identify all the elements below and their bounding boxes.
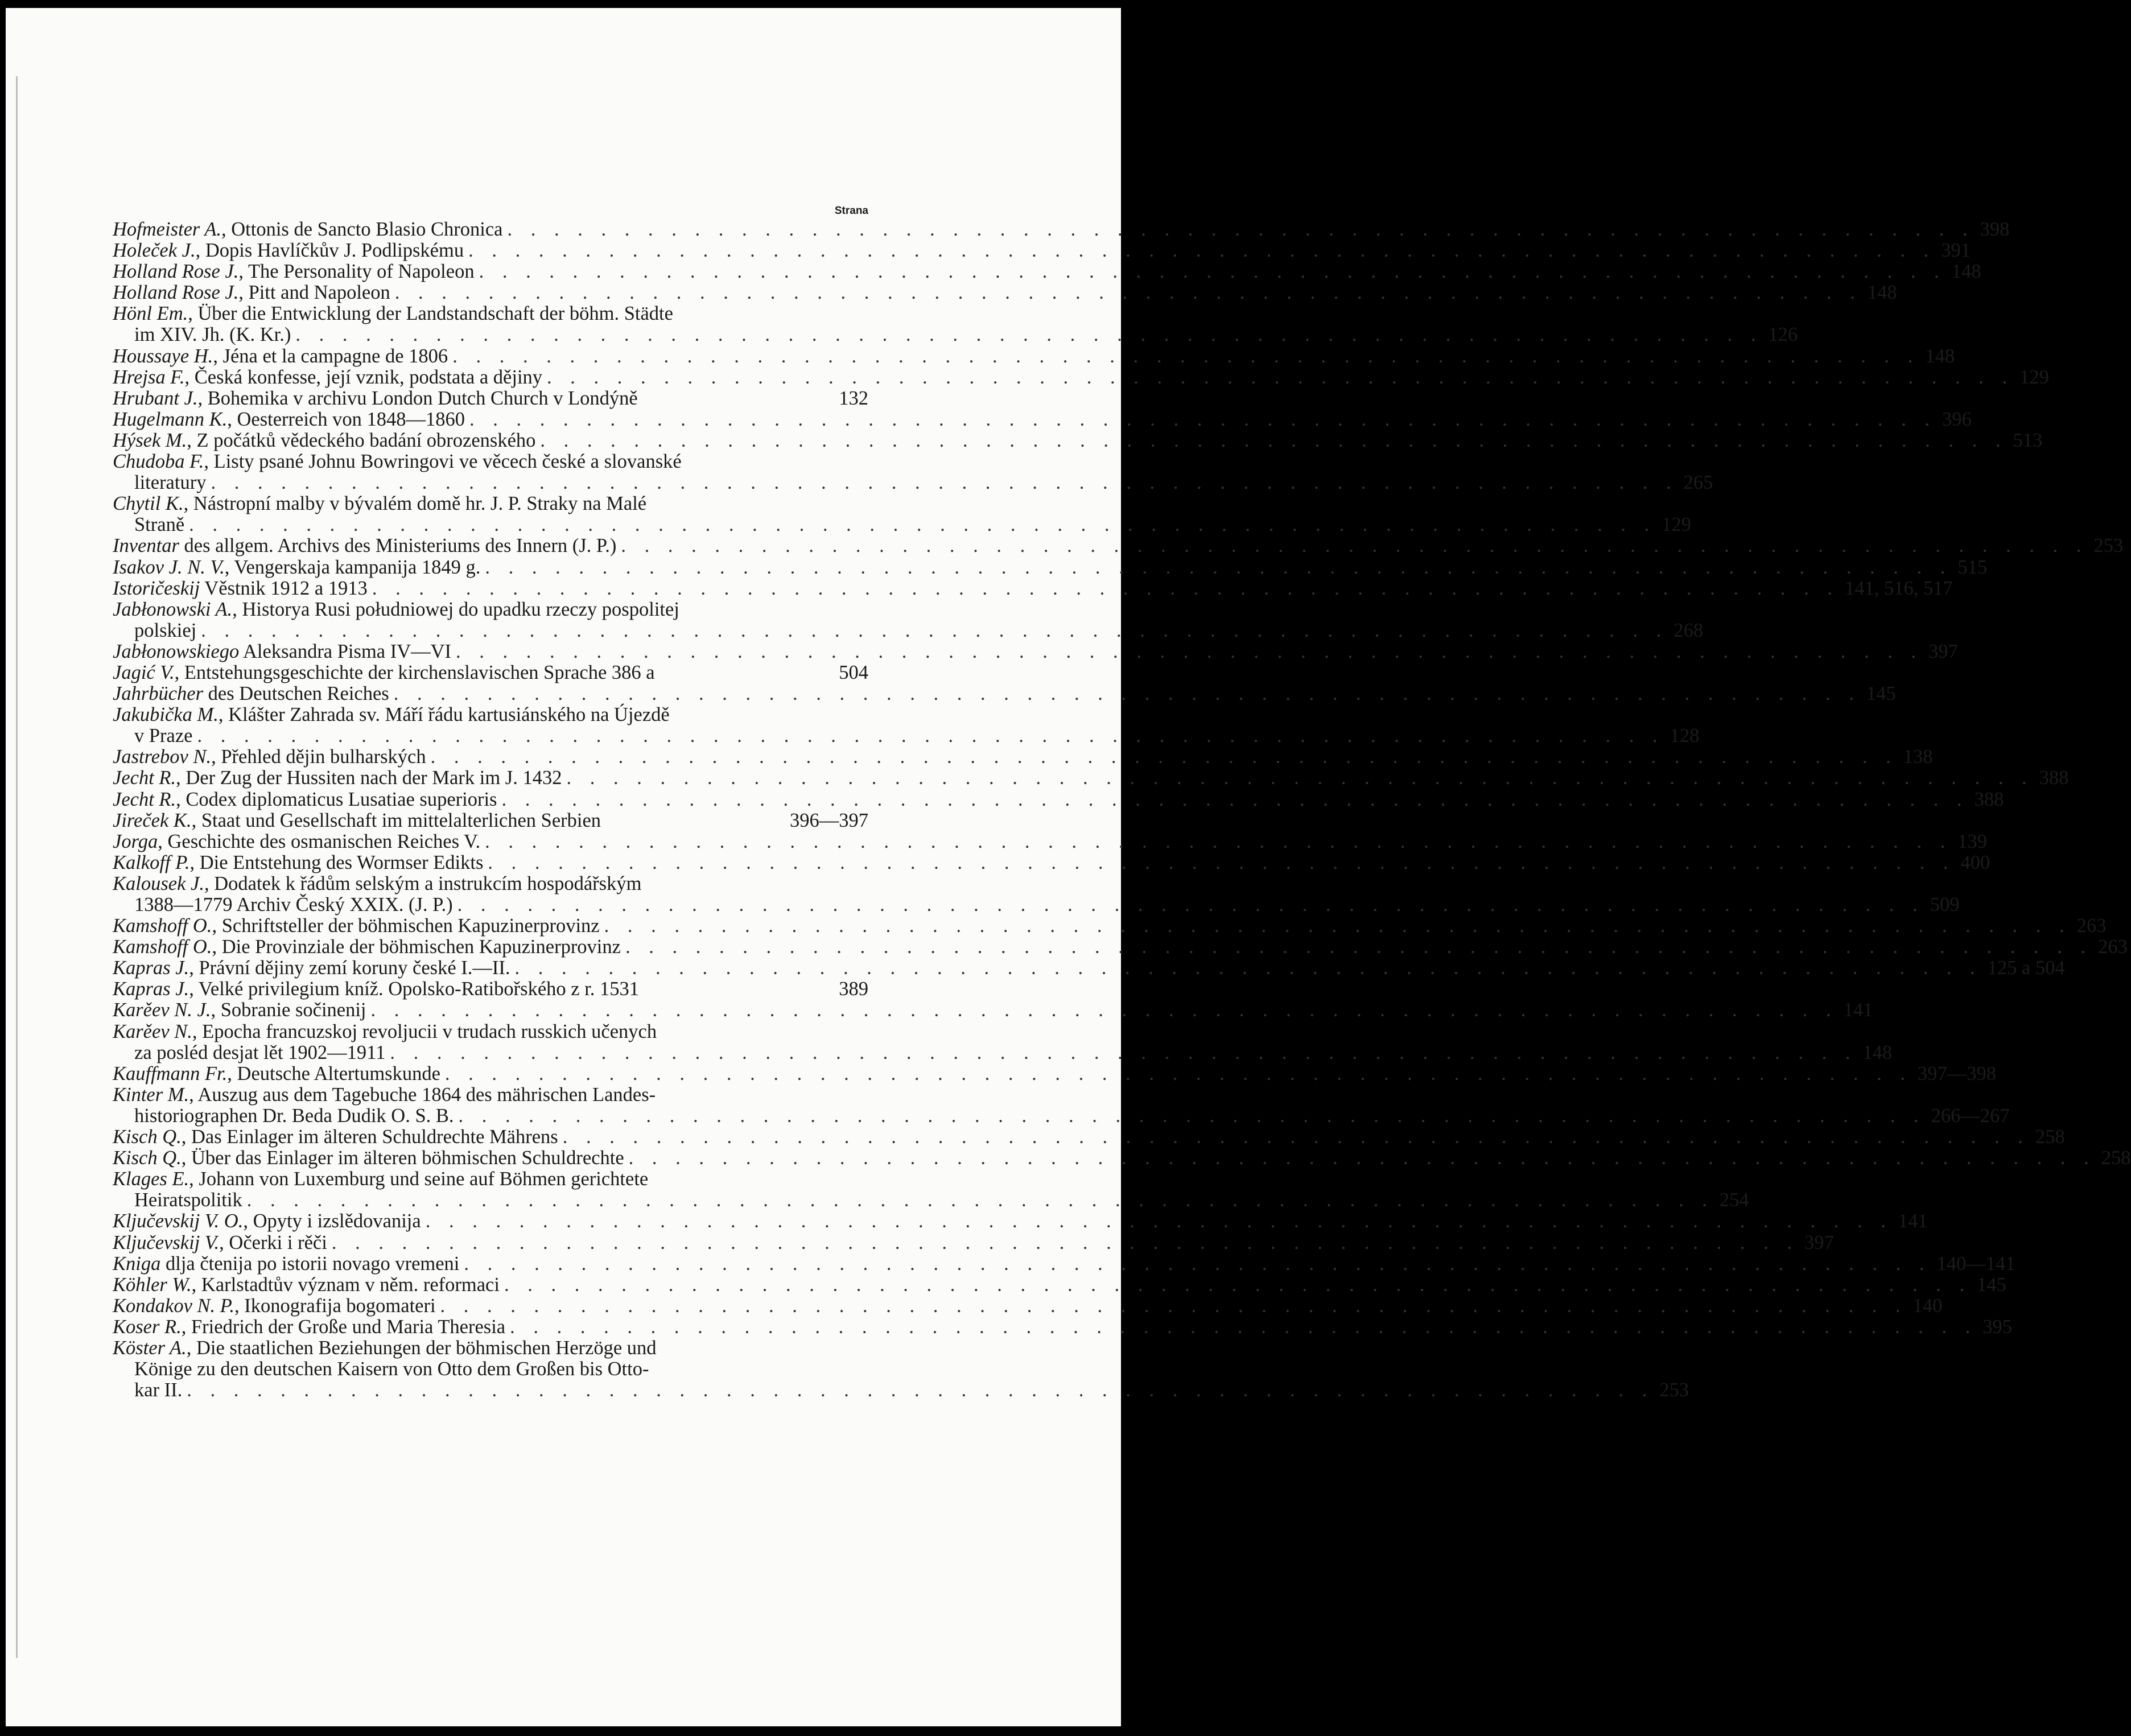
entry-author: Houssaye H. <box>113 345 213 367</box>
entry-first-line <box>113 366 2049 388</box>
index-entry <box>113 1294 1943 1317</box>
entry-first-line <box>113 388 868 409</box>
entry-first-line <box>113 282 1897 304</box>
page-number: 388 <box>1974 788 2004 810</box>
leader-dots: . . . . . . . . . . . . . . . . . . . . . . . . . . . . . . . . . . . . . . . . . . . . . . . . . . . . . . . . . . . . . . . <box>628 1147 2096 1169</box>
entry-first-line <box>113 577 1953 599</box>
entry-first-line <box>113 788 2004 810</box>
entry-continuation-line <box>113 514 1692 536</box>
index-entry <box>113 1252 2015 1275</box>
leader-dots: . . . . . . . . . . . . . . . . . . . . . . . . . . . . . . . . . . . . . . . . . . . . . . . . . . . . . . . . . . . . . . . <box>331 1231 1799 1253</box>
leader-dots: . . . . . . . . . . . . . . . . . . . . . . . . . . . . . . . . . . . . . . . . . . . . . . . . . . . . . . . . . . . . . . . <box>452 345 1920 367</box>
entry-title: , Deutsche Altertumskunde <box>227 1062 440 1085</box>
leader-dots: . . . . . . . . . . . . . . . . . . . . . . . . . . . . . . . . . . . . . . . . . . . . . . . . . . . . . . . . . . . . . . . <box>197 725 1664 747</box>
page-number: 396—397 <box>790 809 868 831</box>
entry-author: Hrubant J. <box>113 387 198 409</box>
entry-first-line <box>113 1062 1997 1085</box>
entry-author: Ključevskij V. <box>113 1231 220 1253</box>
index-entry <box>113 746 1933 768</box>
entry-title: , Johann von Luxemburg und seine auf Böhmen gerichtete <box>189 1168 649 1190</box>
entry-title: des allgem. Archivs des Ministeriums des Innern (J. P.) <box>179 535 617 557</box>
entry-first-line <box>113 936 2128 958</box>
entry-title: , Historya Rusi południowej do upadku rzeczy pospolitej <box>232 598 679 620</box>
entry-title: Straně <box>134 514 185 536</box>
entry-first-line <box>113 1169 868 1190</box>
entry-first-line <box>113 451 868 472</box>
entry-title: Aleksandra Pisma IV—VI <box>239 640 452 662</box>
entry-first-line <box>113 873 868 894</box>
entry-title: , Das Einlager im älteren Schuldrechte Mährens <box>181 1126 558 1148</box>
entry-author: Jecht R. <box>113 788 176 810</box>
index-entry <box>113 915 2107 937</box>
leader-dots: . . . . . . . . . . . . . . . . . . . . . . . . . . . . . . . . . . . . . . . . . . . . . . . . . . . . . . . . . . . . . . . <box>485 556 1952 578</box>
leader-dots: . . . . . . . . . . . . . . . . . . . . . . . . . . . . . . . . . . . . . . . . . . . . . . . . . . . . . . . . . . . . . . . <box>187 1379 1654 1401</box>
entry-first-line <box>113 599 868 620</box>
leader-dots: . . . . . . . . . . . . . . . . . . . . . . . . . . . . . . . . . . . . . . . . . . . . . . . . . . . . . . . . . . . . . . . <box>504 1273 1972 1296</box>
entry-author: Kauffmann Fr. <box>113 1062 228 1085</box>
index-entry <box>113 767 2069 789</box>
entry-title: , Velké privilegium kníž. Opolsko-Ratibořského z r. 1531 <box>189 978 640 1000</box>
page-number: 515 <box>1957 556 1988 578</box>
leader-dots: . . . . . . . . . . . . . . . . . . . . . . . . . . . . . . . . . . . . . . . . . . . . . . . . . . . . . . . . . . . . . . . <box>394 282 1862 304</box>
leader-dots: . . . . . . . . . . . . . . . . . . . . . . . . . . . . . . . . . . . . . . . . . . . . . . . . . . . . . . . . . . . . . . . <box>189 514 1656 536</box>
entry-title: historiographen Dr. Beda Dudik O. S. B. <box>134 1104 454 1127</box>
index-entry <box>113 261 1981 283</box>
entry-author: Kalkoff P. <box>113 851 190 873</box>
entry-title: , Der Zug der Hussiten nach der Mark im J. 1432 <box>176 767 562 789</box>
entry-author: Jireček K. <box>113 809 192 831</box>
entry-first-line <box>113 345 1955 367</box>
entry-title: , Friedrich der Große und Maria Theresia <box>181 1316 506 1338</box>
leader-dots: . . . . . . . . . . . . . . . . . . . . . . . . . . . . . . . . . . . . . . . . . . . . . . . . . . . . . . . . . . . . . . . <box>540 429 2008 451</box>
entry-author: Kamshoff O. <box>113 936 212 958</box>
entry-first-line <box>113 240 1971 262</box>
entry-title: im XIV. Jh. (K. Kr.) <box>134 324 291 346</box>
page-number: 125 a 504 <box>1987 957 2065 979</box>
page-number: 128 <box>1670 725 1700 747</box>
page-number: 132 <box>839 387 868 409</box>
index-entry <box>113 704 1700 747</box>
entry-continuation-line <box>113 1041 1893 1063</box>
entry-author: Jecht R. <box>113 767 176 789</box>
leader-dots: . . . . . . . . . . . . . . . . . . . . . . . . . . . . . . . . . . . . . . . . . . . . . . . . . . . . . . . . . . . . . . . <box>562 1126 2030 1148</box>
entry-author: Karěev N. J. <box>113 999 211 1021</box>
leader-dots: . . . . . . . . . . . . . . . . . . . . . . . . . . . . . . . . . . . . . . . . . . . . . . . . . . . . . . . . . . . . . . . <box>625 936 2093 958</box>
entry-continuation-line <box>113 725 1700 747</box>
entry-title: , Geschichte des osmanischen Reiches V. <box>158 830 481 852</box>
entry-first-line <box>113 1294 1943 1317</box>
entry-author: Kisch Q. <box>113 1147 182 1169</box>
entry-title: , Die Entstehung des Wormser Edikts <box>189 851 484 873</box>
entry-title: , Oesterreich von 1848—1860 <box>227 408 465 430</box>
entry-author: Kisch Q. <box>113 1126 182 1148</box>
leader-dots: . . . . . . . . . . . . . . . . . . . . . . . . . . . . . . . . . . . . . . . . . . . . . . . . . . . . . . . . . . . . . . . <box>393 683 1861 705</box>
leader-dots: . . . . . . . . . . . . . . . . . . . . . . . . . . . . . . . . . . . . . . . . . . . . . . . . . . . . . . . . . . . . . . . <box>604 915 2071 937</box>
entry-title: , Z počátků vědeckého badání obrozenského <box>187 429 536 451</box>
entry-first-line <box>113 767 2069 789</box>
leader-dots: . . . . . . . . . . . . . . . . . . . . . . . . . . . . . . . . . . . . . . . . . . . . . . . . . . . . . . . . . . . . . . . <box>444 1062 1912 1085</box>
entry-title: , Entstehungsgeschichte der kirchenslavischen Sprache 386 a <box>174 661 655 683</box>
leader-dots: . . . . . . . . . . . . . . . . . . . . . . . . . . . . . . . . . . . . . . . . . . . . . . . . . . . . . . . . . . . . . . . <box>514 957 1982 979</box>
entry-author: Hrejsa F. <box>113 366 185 388</box>
page-number: 395 <box>1982 1316 2012 1338</box>
entry-title: des Deutschen Reiches <box>203 683 389 705</box>
entry-title: , Očerki i rěči <box>219 1231 327 1253</box>
entry-first-line <box>113 408 1972 430</box>
index-entry <box>113 535 2124 557</box>
page-number: 513 <box>2013 429 2043 451</box>
entry-title: , Nástropní malby v bývalém domě hr. J. P. Straky na Malé <box>183 493 647 515</box>
entry-first-line <box>113 1316 2012 1338</box>
leader-dots: . . . . . . . . . . . . . . . . . . . . . . . . . . . . . . . . . . . . . . . . . . . . . . . . . . . . . . . . . . . . . . . <box>211 472 1678 494</box>
page-number: 263 <box>2098 936 2128 958</box>
entry-first-line <box>113 1210 1928 1232</box>
entry-title: polskiej <box>134 619 197 641</box>
page-number: 140—141 <box>1936 1252 2015 1275</box>
index-entry <box>113 366 2049 388</box>
entry-first-line <box>113 979 868 1000</box>
entry-continuation-line <box>113 1104 2010 1127</box>
entry-title: literatury <box>134 472 207 494</box>
leader-dots: . . . . . . . . . . . . . . . . . . . . . . . . . . . . . . . . . . . . . . . . . . . . . . . . . . . . . . . . . . . . . . . <box>469 408 1937 430</box>
entry-author: Istoričeskij <box>113 577 200 599</box>
index-entry <box>113 1020 1893 1063</box>
leader-dots: . . . . . . . . . . . . . . . . . . . . . . . . . . . . . . . . . . . . . . . . . . . . . . . . . . . . . . . . . . . . . . . <box>425 1210 1893 1232</box>
index-entry <box>113 1231 1834 1253</box>
index-entry <box>113 1210 1928 1232</box>
page-number: 398 <box>1980 218 2010 240</box>
entry-title: Věstnik 1912 a 1913 <box>200 577 368 599</box>
entry-author: Hugelmann K. <box>113 408 228 430</box>
page-number: 258 <box>2101 1147 2131 1169</box>
index-entry <box>113 493 1692 536</box>
entry-title: , Über das Einlager im älteren böhmischen Schuldrechte <box>181 1147 624 1169</box>
entry-author: Jahrbücher <box>113 683 204 705</box>
index-entry <box>113 640 1958 662</box>
entry-title: , Listy psané Johnu Bowringovi ve věcech české a slovanské <box>204 451 682 473</box>
page-number: 148 <box>1867 282 1897 304</box>
page-number: 141 <box>1898 1210 1928 1232</box>
entry-title: , Jéna et la campagne de 1806 <box>213 345 448 367</box>
index-entry <box>113 1126 2065 1148</box>
leader-dots: . . . . . . . . . . . . . . . . . . . . . . . . . . . . . . . . . . . . . . . . . . . . . . . . . . . . . . . . . . . . . . . <box>479 261 1946 283</box>
entry-author: Kapras J. <box>113 957 189 979</box>
entry-first-line <box>113 493 868 514</box>
page-number: 258 <box>2035 1126 2065 1148</box>
entry-first-line <box>113 704 868 725</box>
entry-author: Ključevskij V. O. <box>113 1210 244 1232</box>
leader-dots: . . . . . . . . . . . . . . . . . . . . . . . . . . . . . . . . . . . . . . . . . . . . . . . . . . . . . . . . . . . . . . . <box>566 767 2034 789</box>
index-entry <box>113 556 1988 578</box>
index-entry <box>113 240 1971 262</box>
entry-author: Holeček J. <box>113 240 196 262</box>
leader-dots: . . . . . . . . . . . . . . . . . . . . . . . . . . . . . . . . . . . . . . . . . . . . . . . . . . . . . . . . . . . . . . . <box>430 746 1898 768</box>
entry-first-line <box>113 1126 2065 1148</box>
index-entry <box>113 408 1972 430</box>
entry-continuation-line <box>113 324 1798 346</box>
page-number: 140 <box>1912 1294 1943 1317</box>
entry-title: , Právní dějiny zemí koruny české I.—II. <box>189 957 510 979</box>
entry-author: Koser R. <box>113 1316 182 1338</box>
entry-author: Kniga <box>113 1252 161 1275</box>
entry-title: , Schriftsteller der böhmischen Kapuzinerprovinz <box>212 915 600 937</box>
entry-title: , Auszug aus dem Tagebuche 1864 des mährischen Landes- <box>189 1083 656 1106</box>
entry-author: Jakubička M. <box>113 704 219 726</box>
entry-first-line <box>113 810 868 831</box>
entry-continuation-line <box>113 619 1704 641</box>
leader-dots: . . . . . . . . . . . . . . . . . . . . . . . . . . . . . . . . . . . . . . . . . . . . . . . . . . . . . . . . . . . . . . . <box>547 366 2014 388</box>
index-entry <box>113 429 2043 451</box>
index-entry <box>113 683 1896 705</box>
leader-dots: . . . . . . . . . . . . . . . . . . . . . . . . . . . . . . . . . . . . . . . . . . . . . . . . . . . . . . . . . . . . . . . <box>457 894 1924 916</box>
index-entry <box>113 788 2004 810</box>
entry-continuation-line <box>113 472 1713 494</box>
leader-dots: . . . . . . . . . . . . . . . . . . . . . . . . . . . . . . . . . . . . . . . . . . . . . . . . . . . . . . . . . . . . . . . <box>621 535 2088 557</box>
page-number: 391 <box>1941 240 1971 262</box>
leader-dots: . . . . . . . . . . . . . . . . . . . . . . . . . . . . . . . . . . . . . . . . . . . . . . . . . . . . . . . . . . . . . . . <box>510 1316 1977 1338</box>
entry-first-line <box>113 1273 2006 1296</box>
entry-author: Kondakov N. P. <box>113 1294 235 1317</box>
entry-author: Jabłonowskiego <box>113 640 240 662</box>
entry-first-line <box>113 218 2010 240</box>
entry-title: Heiratspolitik <box>134 1189 242 1211</box>
page-number: 145 <box>1866 683 1896 705</box>
page-number: 397—398 <box>1918 1062 1997 1085</box>
index-list <box>113 204 2131 1401</box>
index-entry <box>113 1168 1749 1211</box>
entry-first-line <box>113 261 1981 283</box>
entry-first-line <box>113 1231 1834 1253</box>
page-edge-shadow <box>16 76 18 1658</box>
entry-continuation-line <box>113 1189 1749 1211</box>
leader-dots: . . . . . . . . . . . . . . . . . . . . . . . . . . . . . . . . . . . . . . . . . . . . . . . . . . . . . . . . . . . . . . . <box>485 830 1952 852</box>
page-number: 266—267 <box>1931 1104 2010 1127</box>
entry-title: , Karlstadtův význam v něm. reformaci <box>191 1273 500 1296</box>
index-entry <box>113 1273 2006 1296</box>
entry-title: , Klášter Zahrada sv. Máří řádu kartusiánského na Újezdě <box>218 704 670 726</box>
index-entry <box>113 1337 1689 1401</box>
page-number: 253 <box>1659 1379 1689 1401</box>
entry-title: , Pitt and Napoleon <box>238 282 390 304</box>
leader-dots: . . . . . . . . . . . . . . . . . . . . . . . . . . . . . . . . . . . . . . . . . . . . . . . . . . . . . . . . . . . . . . . <box>372 577 1839 599</box>
entry-author: Köhler W. <box>113 1273 192 1296</box>
entry-title: 1388—1779 Archiv Český XXIX. (J. P.) <box>134 894 453 916</box>
page-number: 509 <box>1930 894 1960 916</box>
index-entry <box>113 1316 2012 1338</box>
entry-title: , Die Provinziale der böhmischen Kapuzinerprovinz <box>212 936 621 958</box>
index-entry <box>113 303 1798 346</box>
page-number: 129 <box>1662 514 1692 536</box>
entry-author: Hönl Em. <box>113 303 188 325</box>
entry-title: , Opyty i izslědovanija <box>243 1210 421 1232</box>
entry-first-line <box>113 662 868 683</box>
entry-first-line <box>113 830 1987 852</box>
entry-title: , Přehled dějin bulharských <box>211 746 426 768</box>
strana-header: Strana <box>834 205 868 217</box>
index-entry <box>113 872 1960 916</box>
page-number: 396 <box>1942 408 1972 430</box>
entry-author: Jagić V. <box>113 661 175 683</box>
entry-author: Chudoba F. <box>113 451 204 473</box>
entry-author: Karěev N. <box>113 1020 192 1042</box>
index-entry <box>113 598 1704 641</box>
entry-first-line <box>113 851 1990 873</box>
leader-dots: . . . . . . . . . . . . . . . . . . . . . . . . . . . . . . . . . . . . . . . . . . . . . . . . . . . . . . . . . . . . . . . <box>390 1041 1857 1063</box>
entry-title: , Epocha francuzskoj revoljucii v trudach russkich učenych <box>192 1020 657 1042</box>
page-number: 397 <box>1928 640 1958 662</box>
entry-author: Kalousek J. <box>113 872 204 894</box>
page-number: 265 <box>1683 472 1713 494</box>
leader-dots: . . . . . . . . . . . . . . . . . . . . . . . . . . . . . . . . . . . . . . . . . . . . . . . . . . . . . . . . . . . . . . . <box>501 788 1969 810</box>
index-entry <box>113 662 868 683</box>
entry-first-line <box>113 640 1958 662</box>
entry-author: Klages E. <box>113 1168 189 1190</box>
leader-dots: . . . . . . . . . . . . . . . . . . . . . . . . . . . . . . . . . . . . . . . . . . . . . . . . . . . . . . . . . . . . . . . <box>295 324 1763 346</box>
index-entry <box>113 979 868 1000</box>
page-number: 126 <box>1768 324 1798 346</box>
entry-first-line <box>113 1021 868 1042</box>
page-number: 141, 516, 517 <box>1844 577 1953 599</box>
leader-dots: . . . . . . . . . . . . . . . . . . . . . . . . . . . . . . . . . . . . . . . . . . . . . . . . . . . . . . . . . . . . . . . <box>458 1104 1926 1127</box>
page-number: 148 <box>1951 261 1981 283</box>
index-entry <box>113 1147 2131 1169</box>
entry-first-line <box>113 915 2107 937</box>
entry-title: , The Personality of Napoleon <box>238 261 475 283</box>
leader-dots: . . . . . . . . . . . . . . . . . . . . . . . . . . . . . . . . . . . . . . . . . . . . . . . . . . . . . . . . . . . . . . . <box>246 1189 1714 1211</box>
entry-author: Hofmeister A. <box>113 218 222 240</box>
entry-first-line <box>113 999 1873 1021</box>
entry-author: Jorga <box>113 830 158 852</box>
page-number: 389 <box>839 978 868 1000</box>
entry-title: , Ottonis de Sancto Blasio Chronica <box>221 218 503 240</box>
index-entry <box>113 1083 2010 1127</box>
page-number: 504 <box>839 661 868 683</box>
entry-first-line <box>113 1338 868 1359</box>
entry-first-line <box>113 535 2124 557</box>
entry-title: , Dopis Havlíčkův J. Podlipskému <box>195 240 464 262</box>
entry-first-line <box>113 429 2043 451</box>
index-entry <box>113 1062 1997 1085</box>
leader-dots: . . . . . . . . . . . . . . . . . . . . . . . . . . . . . . . . . . . . . . . . . . . . . . . . . . . . . . . . . . . . . . . <box>201 619 1668 641</box>
page-number: 139 <box>1957 830 1987 852</box>
page-number: 253 <box>2093 535 2124 557</box>
entry-first-line <box>113 303 868 324</box>
leader-dots: . . . . . . . . . . . . . . . . . . . . . . . . . . . . . . . . . . . . . . . . . . . . . . . . . . . . . . . . . . . . . . . <box>488 851 1955 873</box>
leader-dots: . . . . . . . . . . . . . . . . . . . . . . . . . . . . . . . . . . . . . . . . . . . . . . . . . . . . . . . . . . . . . . . <box>370 999 1838 1021</box>
entry-continuation-line <box>113 894 1960 916</box>
entry-author: Holland Rose J. <box>113 261 239 283</box>
entry-title: kar II. <box>134 1379 183 1401</box>
index-entry <box>113 999 1873 1021</box>
page-number: 148 <box>1925 345 1955 367</box>
index-entry <box>113 451 1713 494</box>
leader-dots: . . . . . . . . . . . . . . . . . . . . . . . . . . . . . . . . . . . . . . . . . . . . . . . . . . . . . . . . . . . . . . . <box>456 640 1923 662</box>
entry-author: Inventar <box>113 535 179 557</box>
entry-continuation-line <box>113 1379 1689 1401</box>
page-number: 138 <box>1903 746 1933 768</box>
entry-author: Köster A. <box>113 1337 187 1359</box>
page-number: 129 <box>2019 366 2049 388</box>
leader-dots: . . . . . . . . . . . . . . . . . . . . . . . . . . . . . . . . . . . . . . . . . . . . . . . . . . . . . . . . . . . . . . . <box>507 218 1975 240</box>
page-number: 397 <box>1804 1231 1834 1253</box>
entry-title: v Praze <box>134 725 193 747</box>
index-entry <box>113 810 868 831</box>
entry-title: , Bohemika v archivu London Dutch Church v Londýně <box>197 387 638 409</box>
index-entry <box>113 388 868 409</box>
index-entry <box>113 218 2010 240</box>
entry-author: Isakov J. N. V. <box>113 556 225 578</box>
entry-title: , Dodatek k řádům selským a instrukcím hospodářským <box>204 872 642 894</box>
page-number: 268 <box>1674 619 1704 641</box>
entry-first-line <box>113 1147 2131 1169</box>
entry-author: Hýsek M. <box>113 429 187 451</box>
entry-title: za posléd desjat lět 1902—1911 <box>134 1041 386 1063</box>
entry-author: Holland Rose J. <box>113 282 239 304</box>
entry-first-line <box>113 556 1988 578</box>
index-entry <box>113 851 1990 873</box>
page-number: 254 <box>1719 1189 1749 1211</box>
page-number: 145 <box>1977 1273 2006 1296</box>
page-number: 263 <box>2076 915 2107 937</box>
entry-title: dlja čtenija po istorii novago vremeni <box>160 1252 460 1275</box>
entry-author: Kinter M. <box>113 1083 189 1106</box>
entry-title: , Sobranie sočinenij <box>211 999 366 1021</box>
entry-author: Jastrebov N. <box>113 746 212 768</box>
entry-continuation-line <box>113 1359 868 1380</box>
index-entry <box>113 345 1955 367</box>
entry-title: , Česká konfesse, její vznik, podstata a dějiny <box>184 366 543 388</box>
entry-first-line <box>113 1252 2015 1275</box>
leader-dots: . . . . . . . . . . . . . . . . . . . . . . . . . . . . . . . . . . . . . . . . . . . . . . . . . . . . . . . . . . . . . . . <box>468 240 1936 262</box>
index-entry <box>113 282 1897 304</box>
leader-dots: . . . . . . . . . . . . . . . . . . . . . . . . . . . . . . . . . . . . . . . . . . . . . . . . . . . . . . . . . . . . . . . <box>464 1252 1931 1275</box>
entry-title: , Ikonografija bogomateri <box>234 1294 436 1317</box>
index-entry <box>113 830 1987 852</box>
entry-title: , Codex diplomaticus Lusatiae superioris <box>176 788 497 810</box>
entry-first-line <box>113 746 1933 768</box>
page-number: 388 <box>2039 767 2069 789</box>
entry-title: Könige zu den deutschen Kaisern von Otto dem Großen bis Otto- <box>134 1358 649 1380</box>
entry-author: Jabłonowski A. <box>113 598 233 620</box>
scanned-page <box>6 8 2131 1726</box>
entry-first-line <box>113 683 1896 705</box>
entry-author: Kapras J. <box>113 978 189 1000</box>
entry-title: , Staat und Gesellschaft im mittelalterlichen Serbien <box>191 809 601 831</box>
entry-author: Kamshoff O. <box>113 915 212 937</box>
index-entry <box>113 957 2065 979</box>
page-number: 141 <box>1843 999 1873 1021</box>
entry-author: Chytil K. <box>113 493 184 515</box>
entry-first-line <box>113 1085 868 1106</box>
index-entry <box>113 577 1953 599</box>
entry-title: , Vengerskaja kampanija 1849 g. <box>224 556 481 578</box>
entry-title: , Die staatlichen Beziehungen der böhmischen Herzöge und <box>186 1337 657 1359</box>
entry-title: , Über die Entwicklung der Landstandschaft der böhm. Städte <box>188 303 673 325</box>
page-number: 148 <box>1862 1041 1893 1063</box>
entry-first-line <box>113 957 2065 979</box>
page-number: 400 <box>1960 851 1990 873</box>
leader-dots: . . . . . . . . . . . . . . . . . . . . . . . . . . . . . . . . . . . . . . . . . . . . . . . . . . . . . . . . . . . . . . . <box>440 1294 1907 1317</box>
index-entry <box>113 936 2128 958</box>
